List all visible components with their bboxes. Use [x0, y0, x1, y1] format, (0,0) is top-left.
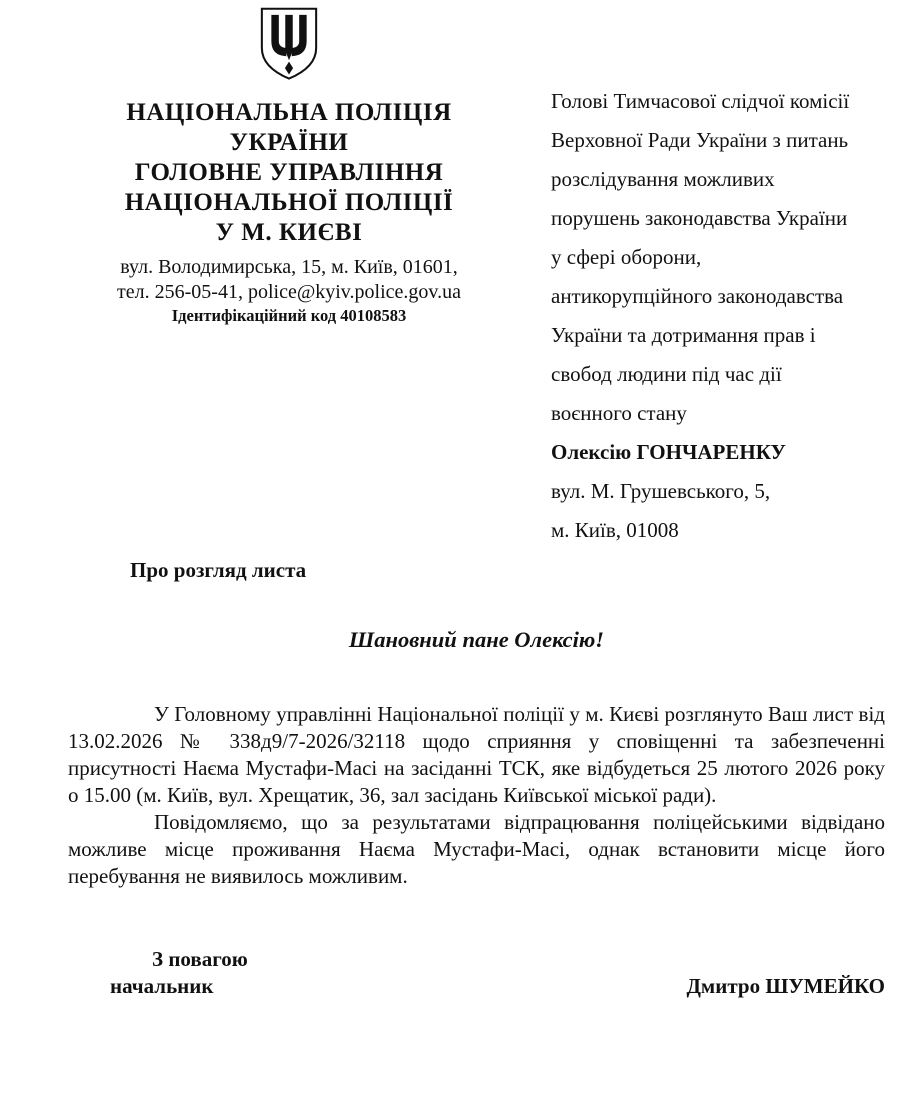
recipient-address-line: м. Київ, 01008: [551, 518, 679, 542]
org-name-line: НАЦІОНАЛЬНА ПОЛІЦІЯ: [126, 99, 452, 126]
sender-org-name: [68, 98, 510, 248]
org-name-line: У М. КИЄВІ: [215, 219, 363, 246]
ukraine-trident-emblem: [254, 6, 324, 82]
recipient-line: у сфері оборони,: [551, 245, 702, 269]
salutation: Шановний пане Олексію!: [348, 627, 605, 652]
recipient-line: розслідування можливих: [551, 167, 775, 191]
closing-block: [68, 946, 885, 1000]
sender-block: [68, 6, 510, 550]
signer-name: Дмитро ШУМЕЙКО: [686, 974, 885, 998]
recipient-line: України та дотримання прав і: [551, 323, 816, 347]
signer-position: начальник: [110, 974, 214, 998]
org-name-line: УКРАЇНИ: [229, 129, 349, 156]
recipient-address-line: вул. М. Грушевського, 5,: [551, 479, 771, 503]
recipient-line: порушень законодавства України: [551, 206, 848, 230]
recipient-line: Голові Тимчасової слідчої комісії: [551, 89, 850, 113]
sender-id-code: Ідентифікаційний код 40108583: [171, 306, 407, 325]
letterhead: [68, 6, 885, 550]
sender-contact: тел. 256-05-41, police@kyiv.police.gov.ua: [117, 281, 461, 303]
closing-regards: З повагою: [152, 947, 248, 971]
trident-coat-of-arms-icon: [254, 6, 324, 82]
recipient-name: Олексію ГОНЧАРЕНКУ: [551, 440, 786, 464]
recipient-line: Верховної Ради України з питань: [551, 128, 849, 152]
sender-address: вул. Володимирська, 15, м. Київ, 01601,: [120, 256, 458, 278]
org-name-line: НАЦІОНАЛЬНОЇ ПОЛІЦІЇ: [124, 189, 454, 216]
body-paragraph-2: Повідомляємо, що за результатами відпрацювання поліцейськими відвідано можливе місце проживання Наєма Мустафи-Масі, однак встановити місце його перебування не виявилось можливим.: [68, 810, 885, 888]
subject-line: Про розгляд листа: [130, 558, 307, 582]
body-paragraph-1: У Головному управлінні Національної поліції у м. Києві розглянуто Ваш лист від 13.02.2026 № 338д9/7-2026/32118 щодо сприяння у сповіщенні та забезпеченні присутності Наєма Мустафи-Масі на засіданні ТСК, яке відбудеться 25 лютого 2026 року о 15.00 (м. Київ, вул. Хрещатик, 36, зал засідань Київської міської ради).: [68, 702, 885, 807]
closing-signature-row: [110, 973, 885, 1000]
recipient-line: воєнного стану: [551, 401, 687, 425]
recipient-line: свобод людини під час дії: [551, 362, 782, 386]
recipient-block: [551, 82, 885, 550]
letter-body: [68, 701, 885, 890]
org-name-line: ГОЛОВНЕ УПРАВЛІННЯ: [134, 159, 444, 186]
recipient-line: антикорупційного законодавства: [551, 284, 844, 308]
